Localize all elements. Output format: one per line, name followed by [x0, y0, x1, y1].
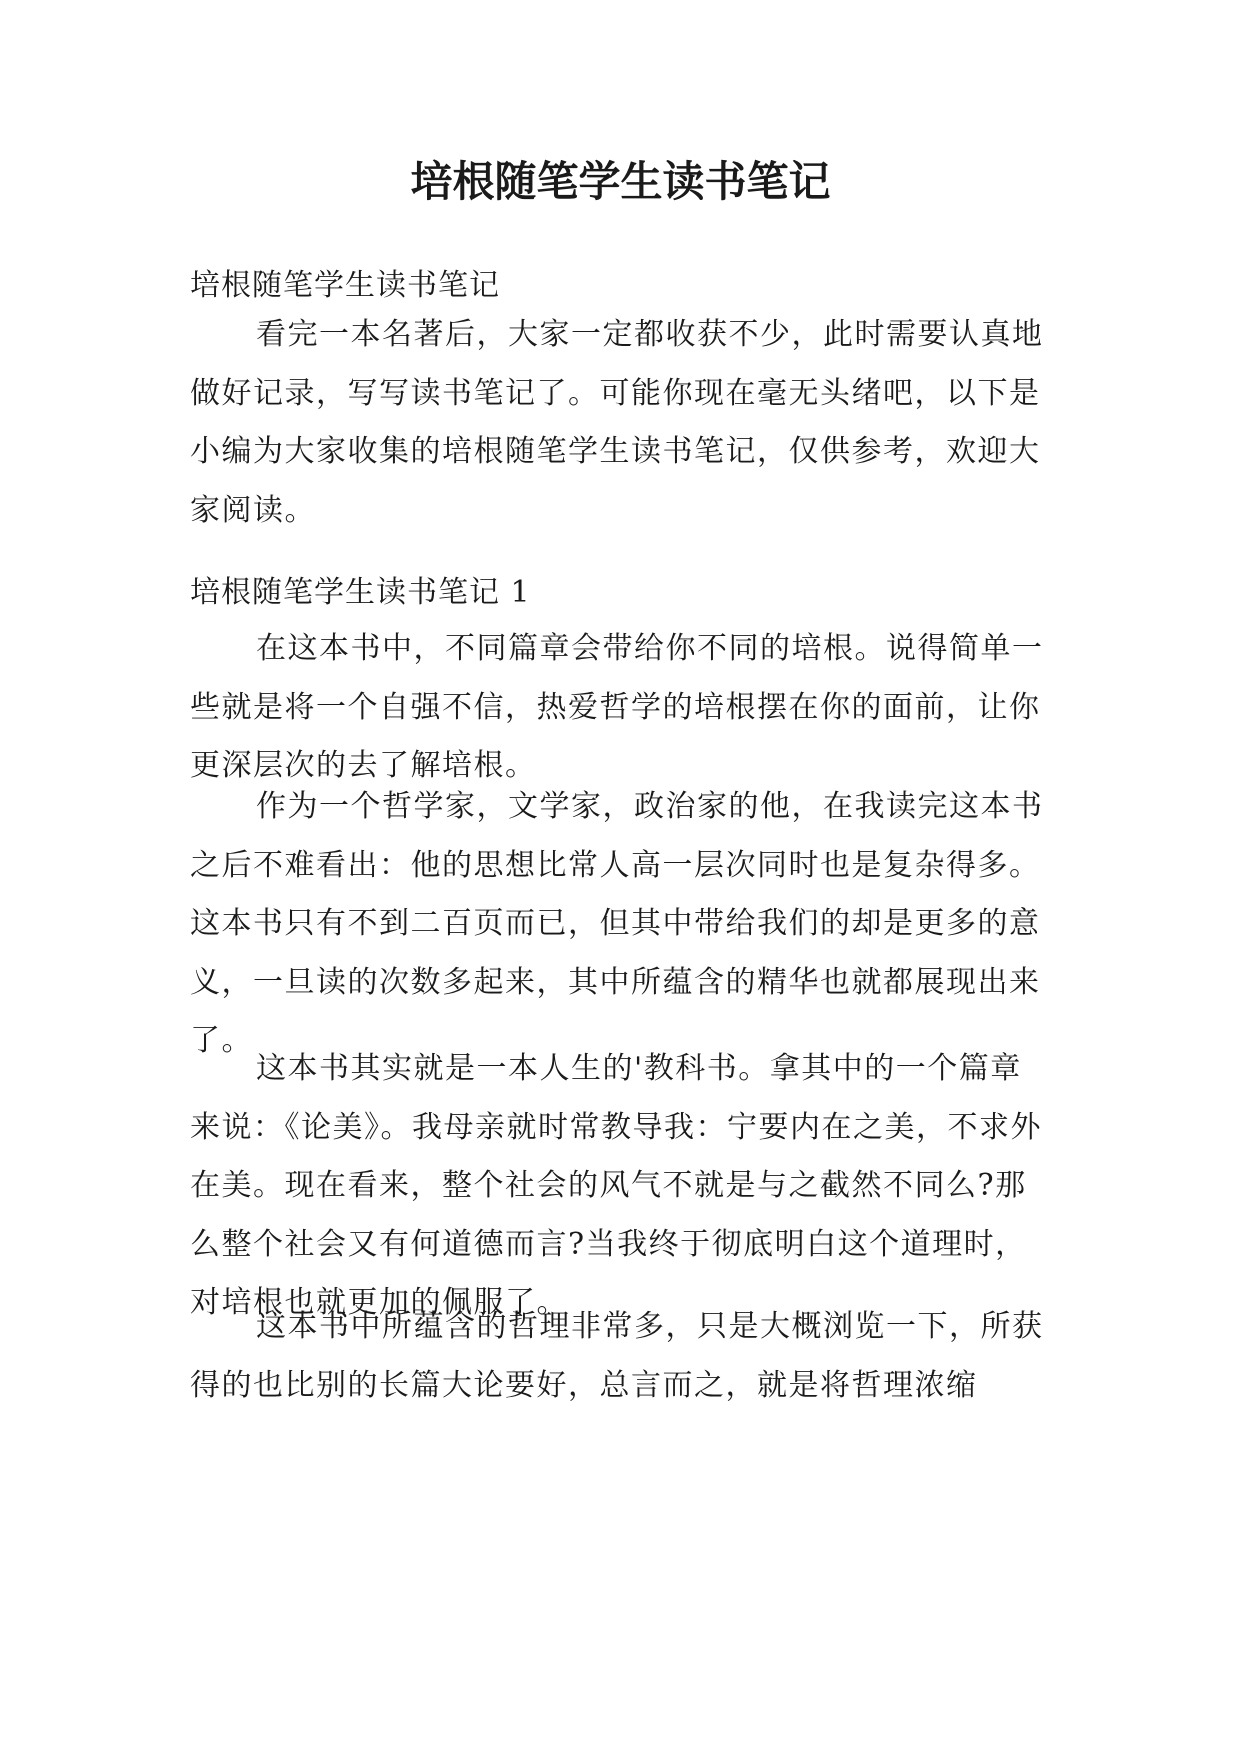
paragraph-4: 这本书中所蕴含的哲理非常多，只是大概浏览一下，所获得的也比别的长篇大论要好，总言而之，就是将哲理浓缩 — [190, 1309, 1044, 1403]
document-subtitle: 培根随笔学生读书笔记 — [190, 268, 500, 303]
section-heading: 培根随笔学生读书笔记 1 — [190, 575, 531, 610]
paragraph-1: 在这本书中，不同篇章会带给你不同的培根。说得简单一些就是将一个自强不信，热爱哲学的培根摆在你的面前，让你更深层次的去了解培根。 — [190, 631, 1044, 783]
paragraph-2: 作为一个哲学家，文学家，政治家的他，在我读完这本书之后不难看出：他的思想比常人高一层次同时也是复杂得多。这本书只有不到二百页而已，但其中带给我们的却是更多的意义，一旦读的次数多起来，其中所蕴含的精华也就都展现出来了。 — [190, 789, 1044, 1058]
document-title: 培根随笔学生读书笔记 — [410, 157, 831, 206]
paragraph-3: 这本书其实就是一本人生的'教科书。拿其中的一个篇章来说：《论美》。我母亲就时常教导我：宁要内在之美，不求外在美。现在看来，整个社会的风气不就是与之截然不同么?那么整个社会又有何道德而言?当我终于彻底明白这个道理时，对培根也就更加的佩服了。 — [190, 1051, 1042, 1320]
intro-paragraph: 看完一本名著后，大家一定都收获不少，此时需要认真地做好记录，写写读书笔记了。可能你现在毫无头绪吧，以下是小编为大家收集的培根随笔学生读书笔记，仅供参考，欢迎大家阅读。 — [190, 317, 1044, 528]
